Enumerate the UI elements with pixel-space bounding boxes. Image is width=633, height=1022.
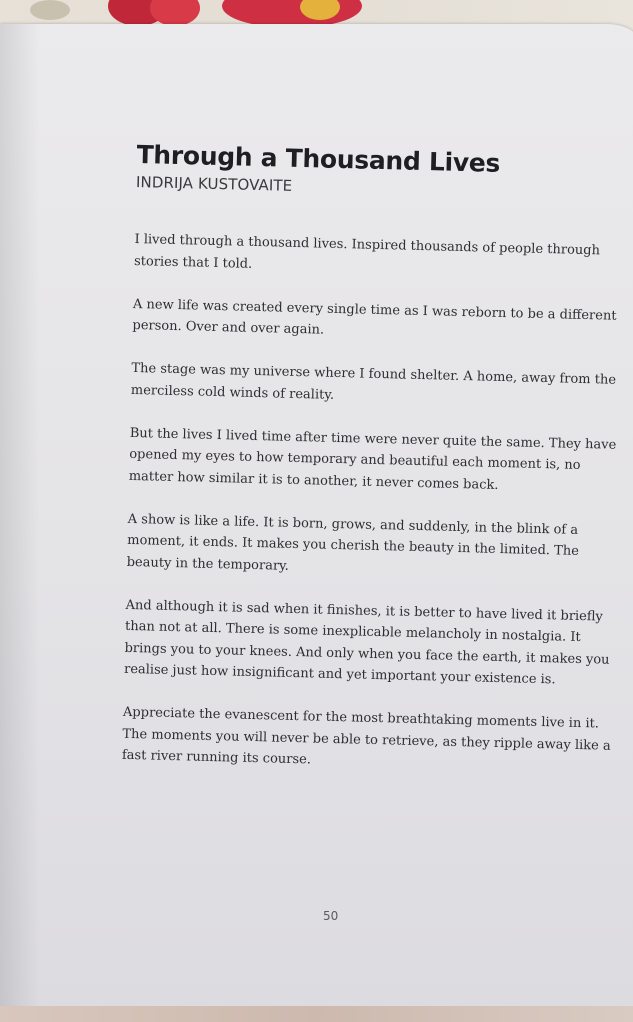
text-line: opened my eyes to how temporary and beautiful each moment is, no <box>129 446 581 473</box>
page-content <box>121 140 617 799</box>
text-line: I lived through a thousand lives. Inspired thousands of people through <box>134 231 601 259</box>
poem-body <box>121 229 617 777</box>
text-line: And although it is sad when it finishes, it is better to have lived it briefly <box>125 597 604 625</box>
poem-author: INDRIJA KUSTOVAITE <box>135 172 293 195</box>
paragraph <box>128 422 617 497</box>
text-line: A show is like a life. It is born, grows, and suddenly, in the blink of a <box>127 511 579 538</box>
paragraph <box>133 229 601 283</box>
paragraph <box>121 702 611 777</box>
text-line: fast river running its course. <box>121 747 312 768</box>
paragraph <box>126 508 580 583</box>
poem-title: Through a Thousand Lives <box>136 140 501 178</box>
text-line: moment, it ends. It makes you cherish the beauty in the limited. The <box>127 532 580 559</box>
text-line: realise just how insignificant and yet important your existence is. <box>123 661 556 688</box>
paragraph <box>130 358 617 412</box>
flower-pattern <box>150 0 200 26</box>
text-line: merciless cold winds of reality. <box>130 382 335 403</box>
text-line: person. Over and over again. <box>132 317 325 338</box>
text-line: than not at all. There is some inexplicable melancholy in nostalgia. It <box>124 618 581 645</box>
paragraph <box>132 293 617 347</box>
leaf-pattern <box>30 0 70 20</box>
text-line: But the lives I lived time after time were never quite the same. They have <box>129 425 617 453</box>
text-line: beauty in the temporary. <box>126 554 290 574</box>
text-line: A new life was created every single time as I was reborn to be a different <box>132 296 617 324</box>
text-line: The moments you will never be able to retrieve, as they ripple away like a <box>122 726 611 754</box>
tablecloth-bottom <box>0 1006 633 1022</box>
text-line: matter how similar it is to another, it never comes back. <box>128 468 499 493</box>
text-line: stories that I told. <box>133 253 253 272</box>
text-line: brings you to your knees. And only when you face the earth, it makes you <box>124 640 610 668</box>
page-number: 50 <box>323 909 339 923</box>
paragraph <box>123 594 610 691</box>
text-line: The stage was my universe where I found shelter. A home, away from the <box>131 360 617 388</box>
text-line: Appreciate the evanescent for the most breathtaking moments live in it. <box>122 704 600 732</box>
page-shadow <box>0 24 40 1016</box>
